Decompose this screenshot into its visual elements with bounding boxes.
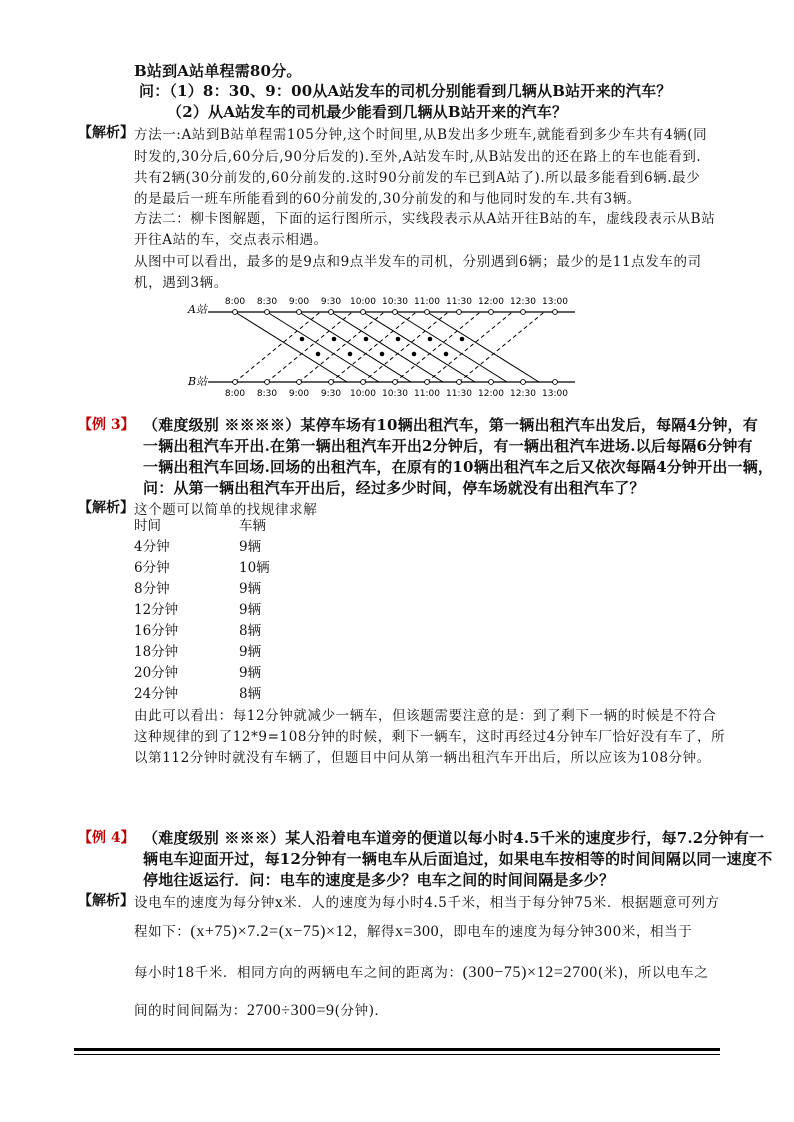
meeting-point — [396, 337, 401, 342]
departure-point — [297, 310, 302, 315]
time-label-top: 9:00 — [288, 297, 310, 307]
time-label-bottom: 12:00 — [478, 389, 504, 399]
time-label-bottom: 12:30 — [510, 389, 536, 399]
meeting-point — [380, 352, 385, 357]
departure-point — [265, 310, 270, 315]
table-cell-vehicles: 8辆 — [239, 685, 262, 702]
problem-line: 问：从第一辆出租汽车开出后，经过多少时间，停车场就没有出租汽车了？ — [143, 479, 645, 497]
solution-line-distance: 每小时18千米．相同方向的两辆电车之间的距离为：(300−75)×12=2700(米)，所以电车之 — [134, 964, 709, 981]
time-label-bottom: 10:30 — [382, 389, 408, 399]
problem-continuation: B站到A站单程需80分。 — [134, 62, 302, 80]
meeting-point — [428, 337, 433, 342]
table-cell-vehicles: 9辆 — [239, 643, 262, 660]
time-label-bottom: 9:30 — [320, 389, 342, 399]
meeting-point — [412, 352, 417, 357]
table-cell-time: 20分钟 — [134, 664, 179, 681]
time-label-bottom: 10:00 — [350, 389, 376, 399]
time-vehicle-table — [134, 514, 270, 702]
departure-point — [521, 310, 526, 315]
time-label-top: 13:00 — [542, 297, 568, 307]
meeting-point — [316, 352, 321, 357]
meeting-point — [332, 337, 337, 342]
problem-line: （难度级别 ※※※※）某停车场有10辆出租汽车，第一辆出租汽车出发后，每隔4分钟，有 — [143, 416, 758, 434]
time-label-top: 12:00 — [478, 297, 504, 307]
solution-line: 设电车的速度为每分钟x米．人的速度为每小时4.5千米，相当于每分钟75米．根据题意可列方 — [134, 895, 720, 911]
liuka-diagram — [180, 292, 580, 402]
time-label-top: 8:00 — [224, 297, 246, 307]
conclusion-line: 由此可以看出：每12分钟就减少一辆车，但该题需要注意的是：到了剩下一辆的时候是不符合 — [134, 708, 717, 724]
departure-point — [425, 310, 430, 315]
table-cell-time: 4分钟 — [134, 539, 170, 556]
route-a-to-b — [235, 312, 347, 382]
departure-point — [361, 310, 366, 315]
equation: x=300 — [395, 923, 440, 940]
route-b-to-a — [363, 312, 448, 382]
footer-rule-thick — [74, 1048, 720, 1051]
time-label-top: 12:30 — [510, 297, 536, 307]
table-cell-vehicles: 9辆 — [239, 602, 262, 618]
departure-point — [553, 310, 558, 315]
problem-line: 停地往返运行．问：电车的速度是多少？电车之间的时间间隔是多少？ — [143, 871, 615, 889]
route-a-to-b — [363, 312, 475, 382]
time-label-bottom: 9:00 — [288, 389, 310, 399]
table-cell-time: 8分钟 — [134, 581, 170, 598]
example-3-tag: 【例 3】 — [78, 417, 135, 433]
time-label-top: 11:30 — [446, 297, 472, 307]
departure-point — [553, 380, 558, 385]
time-label-top: 11:00 — [414, 297, 440, 307]
route-b-to-a — [299, 312, 384, 382]
table-cell-vehicles: 10辆 — [239, 560, 270, 577]
departure-point — [425, 380, 430, 385]
problem-line: 一辆出租汽车开出.在第一辆出租汽车开出2分钟后，有一辆出租汽车进场.以后每隔6分钟有 — [143, 437, 753, 455]
table-cell-vehicles: 8辆 — [239, 622, 262, 639]
solution-line: 从图中可以看出，最多的是9点和9点半发车的司机，分别遇到6辆；最少的是11点发车的司 — [134, 254, 702, 270]
question-1: 问：（1）8：30、9：00从A站发车的司机分别能看到几辆从B站开来的汽车？ — [139, 82, 672, 100]
meeting-point — [364, 337, 369, 342]
departure-point — [297, 380, 302, 385]
table-cell-time: 16分钟 — [134, 622, 179, 639]
table-row — [134, 618, 270, 639]
time-label-bottom: 11:00 — [414, 389, 440, 399]
example-4-tag: 【例 4】 — [78, 830, 135, 846]
time-label-top: 10:00 — [350, 297, 376, 307]
question-2: （2）从A站发车的司机最少能看到几辆从B站开来的汽车？ — [167, 103, 568, 121]
departure-point — [233, 310, 238, 315]
equation: 2700÷300=9 — [246, 1002, 335, 1019]
time-label-top: 9:30 — [320, 297, 342, 307]
meeting-point — [300, 337, 305, 342]
conclusion-line: 以第112分钟时就没有车辆了，但题目中问从第一辆出租汽车开出后，所以应该为108分钟。 — [134, 750, 711, 766]
equation: (x+75)×7.2=(x−75)×12 — [190, 923, 353, 940]
table-cell-time: 18分钟 — [134, 643, 179, 660]
departure-point — [361, 380, 366, 385]
problem-line: （难度级别 ※※※）某人沿着电车道旁的便道以每小时4.5千米的速度步行，每7.2分钟有一 — [143, 829, 765, 847]
time-label-top: 10:30 — [382, 297, 408, 307]
solution-line: 方法二：柳卡图解题，下面的运行图所示，实线段表示从A站开往B站的车，虚线段表示从B站 — [134, 211, 716, 227]
conclusion-line: 这种规律的到了12*9=108分钟的时候，剩下一辆车，这时再经过4分钟车厂恰好没有车了，所 — [134, 729, 726, 745]
solution-line-equation: 程如下：(x+75)×7.2=(x−75)×12，解得x=300，即电车的速度为每分钟300米，相当于 — [134, 923, 693, 940]
footer-rule-thin — [74, 1054, 720, 1055]
departure-point — [393, 310, 398, 315]
table-cell-time: 24分钟 — [134, 685, 179, 702]
solution-line: 的是最后一班车所能看到的60分前发的,30分前发的和与他同时发的车.共有3辆。 — [134, 191, 641, 207]
departure-point — [393, 380, 398, 385]
table-row — [134, 556, 270, 577]
time-label-bottom: 8:30 — [256, 389, 278, 399]
table-header-row — [134, 514, 270, 535]
route-b-to-a — [427, 312, 512, 382]
departure-point — [329, 380, 334, 385]
table-row — [134, 535, 270, 556]
time-label-bottom: 13:00 — [542, 389, 568, 399]
solution-line: 机，遇到3辆。 — [134, 275, 228, 291]
meeting-point — [444, 352, 449, 357]
problem-line: 辆电车迎面开过，每12分钟有一辆电车从后面追过，如果电车按相等的时间间隔以同一速度不 — [143, 850, 773, 868]
meeting-point — [460, 337, 465, 342]
table-row — [134, 598, 270, 619]
time-label-bottom: 8:00 — [224, 389, 246, 399]
table-cell-vehicles: 9辆 — [239, 664, 262, 681]
table-row — [134, 577, 270, 598]
route-a-to-b — [395, 312, 507, 382]
b-station-label: B站 — [188, 375, 208, 388]
route-a-to-b — [331, 312, 443, 382]
solution-label: 【解析】 — [78, 500, 134, 516]
departure-point — [457, 380, 462, 385]
solution-line: 时发的,30分后,60分后,90分后发的).至外,A站发车时,从B站发出的还在路上的车也能看到. — [134, 149, 702, 165]
solution-line: 共有2辆(30分前发的,60分前发的.这时90分前发的车已到A站了).所以最多能看到6辆.最少 — [134, 170, 701, 186]
table-row — [134, 639, 270, 660]
problem-line: 一辆出租汽车回场.回场的出租汽车，在原有的10辆出租汽车之后又依次每隔4分钟开出一辆， — [143, 458, 774, 476]
solution-label: 【解析】 — [78, 893, 134, 909]
route-b-to-a — [331, 312, 416, 382]
departure-point — [489, 310, 494, 315]
route-a-to-b — [299, 312, 411, 382]
route-b-to-a — [395, 312, 480, 382]
time-label-bottom: 11:30 — [446, 389, 472, 399]
equation: (300−75)×12=2700 — [462, 964, 598, 981]
table-cell-vehicles: 9辆 — [239, 539, 262, 556]
route-a-to-b — [427, 312, 539, 382]
route-b-to-a — [235, 312, 320, 382]
table-cell-vehicles: 9辆 — [239, 581, 262, 598]
route-b-to-a — [267, 312, 352, 382]
departure-point — [329, 310, 334, 315]
departure-point — [265, 380, 270, 385]
route-a-to-b — [267, 312, 379, 382]
solution-line-interval: 间的时间间隔为：2700÷300=9(分钟)． — [134, 1002, 389, 1019]
meeting-point — [348, 352, 353, 357]
a-station-label: A站 — [188, 303, 207, 316]
departure-point — [233, 380, 238, 385]
solution-line: 方法一:A站到B站单程需105分钟,这个时间里,从B发出多少班车,就能看到多少车共有4辆(同 — [134, 127, 708, 143]
departure-point — [489, 380, 494, 385]
departure-point — [457, 310, 462, 315]
solution-line: 开往A站的车，交点表示相遇。 — [134, 232, 328, 248]
route-b-to-a — [459, 312, 544, 382]
departure-point — [521, 380, 526, 385]
table-row — [134, 681, 270, 702]
table-header-time: 时间 — [134, 518, 161, 535]
table-cell-time: 12分钟 — [134, 602, 179, 618]
solution-intro: 这个题可以简单的找规律求解 — [134, 502, 318, 518]
table-cell-time: 6分钟 — [134, 560, 170, 577]
solution-label: 【解析】 — [78, 125, 134, 141]
table-header-vehicles: 车辆 — [239, 518, 266, 535]
time-label-top: 8:30 — [256, 297, 278, 307]
table-row — [134, 660, 270, 681]
